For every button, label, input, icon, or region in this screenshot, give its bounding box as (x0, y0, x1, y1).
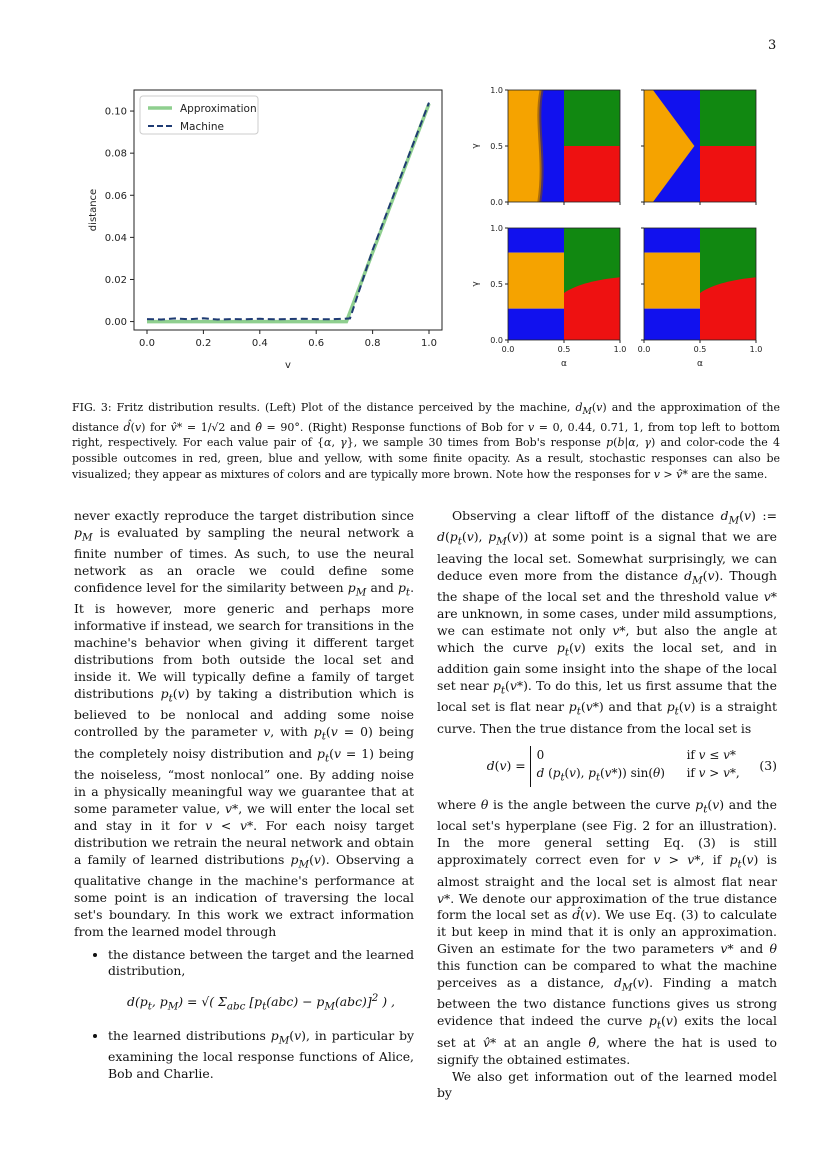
x-tick-label: 0.0 (637, 345, 651, 354)
figure-caption: FIG. 3: Fritz distribution results. (Left) Plot of the distance perceived by the machine, $d_M(v)$ and the approximation of the distance d̂(v) for v̂* = 1/√2 and θ̂ = 90°. (Right) Response functions of Bob for v = 0, 0.44, 0.71, 1, from top left to bottom right, respectively. For each value pair of {α, γ}, we sample 30 times from Bob's response p(b|α, γ) and color-code the 4 possible outcomes in red, green, blue and yellow, with some finite opacity. As a result, stochastic responses can also be visualized; they appear as mixtures of colors and are typically more brown. Note how the responses for v > v̂* are the same. (72, 401, 781, 481)
y-tick-label: 0.00 (104, 317, 127, 329)
legend-label: Approximation (180, 103, 257, 115)
x-tick-label: 0.2 (195, 338, 212, 349)
y-tick-label: 0.5 (490, 280, 503, 289)
region-blue (508, 228, 564, 253)
x-tick-label: 1.0 (749, 345, 763, 354)
bullet-list (74, 947, 414, 1084)
x-tick-label: 0.5 (557, 345, 571, 354)
response-panel-1 (641, 90, 756, 205)
x-axis-label: α (697, 359, 703, 369)
list-item: • the distance between the target and the learned distribution, $d(p_t$, $p_M$) = √( $\Sigma_{abc}$ $[p_t(abc) - p_M(abc)]^2$ ) , (108, 947, 414, 1016)
x-tick-label: 0.0 (139, 338, 155, 349)
y-tick-label: 0.0 (490, 336, 503, 345)
y-tick-label: 0.5 (490, 142, 503, 151)
y-tick-label: 0.10 (104, 106, 127, 118)
region-blue (508, 309, 564, 340)
paragraph: Observing a clear liftoff of the distance $d_M(v)$ := $d(p_t(v)$, $p_M(v)$) at some point is a signal that we are leaving the local set. Somewhat surprisingly, we can deduce even more from the distance $d_M(v)$. Though the shape of the local set and the threshold value v* are unknown, in some cases, under mild assumptions, we can estimate not only v*, but also the angle at which the curve $p_t(v)$ exits the local set, and in addition gain some insight into the shape of the local set near $p_t(v*)$. To do this, let us first assume that the local set is flat near $p_t(v*)$ and that $p_t(v)$ is a straight curve. Then the true distance from the local set is (437, 508, 778, 736)
right-column (437, 508, 777, 1102)
page-number: 3 (768, 38, 777, 53)
list-item: • the learned distributions $p_M(v)$, in particular by examining the local response functions of Alice, Bob and Charlie. (108, 1028, 414, 1083)
x-tick-label: 0.6 (308, 338, 325, 349)
region-red (700, 146, 756, 202)
y-tick-label: 0.04 (104, 232, 127, 244)
y-axis-label: γ (471, 143, 481, 149)
x-tick-label: 1.0 (421, 338, 437, 349)
region-yellow (644, 253, 700, 309)
x-axis-label: v (285, 360, 291, 371)
region-blue (644, 309, 700, 340)
region-yellow (508, 253, 564, 309)
equation-number: (3) (759, 757, 777, 773)
response-panel-2 (471, 224, 626, 369)
equation-distance: $d(p_t$, $p_M$) = √( $\Sigma_{abc}$ $[p_t(abc) - p_M(abc)]^2$ ) , (127, 992, 395, 1013)
region-red (564, 146, 620, 202)
y-tick-label: 1.0 (490, 86, 503, 95)
x-tick-label: 0.4 (251, 338, 268, 349)
region-green (564, 90, 620, 146)
response-panel-0 (471, 86, 620, 207)
y-axis-label: γ (471, 281, 481, 287)
distance-chart (80, 88, 450, 380)
y-tick-label: 0.08 (104, 148, 127, 160)
x-tick-label: 0.0 (501, 345, 515, 354)
paragraph: where θ is the angle between the curve $p_t(v)$ and the local set's hyperplane (see Fig. 2 for an illustration). In the more general setting Eq. (3) is still approximately correct even for v > v*, if $p_t(v)$ is almost straight and the local set is almost flat near v*. We denote our approximation of the true distance form the local set as d̂(v). We use Eq. (3) to calculate it but keep in mind that it is only an approximation. Given an estimate for the two parameters v* and θ this function can be compared to what the machine perceives as a distance, $d_M(v)$. Finding a match between the two distance functions gives us strong evidence that indeed the curve $p_t(v)$ exits the local set at v̂* at an angle θ̂, where the hat is used to signify the obtained estimates. (437, 797, 778, 1067)
y-tick-label: 0.0 (490, 198, 503, 207)
mixed-boundary (539, 90, 541, 202)
series-line-approximation (147, 104, 429, 322)
chart-series (147, 103, 429, 322)
chart-legend (140, 96, 258, 134)
region-blue (644, 228, 700, 253)
region-green (700, 90, 756, 146)
paragraph: never exactly reproduce the target distribution since $p_M$ is evaluated by sampling the neural network a finite number of times. As such, to use the neural network as an oracle we could define some confidence level for the similarity between $p_M$ and $p_t$. It is however, more generic and perhaps more informative if instead, we search for transitions in the machine's behavior when giving it different target distributions from both outside the local set and inside it. We will typically define a family of target distributions $p_t(v)$ by taking a distribution which is believed to be nonlocal and adding some noise controlled by the parameter v, with $p_t(v = 0)$ being the completely noisy distribution and $p_t(v = 1)$ being the noiseless, “most nonlocal” one. By adding noise in a physically meaningful way we guarantee that at some parameter value, v*, we will enter the local set and stay in it for v < v*. For each noisy target distribution we retrain the neural network and obtain a family of learned distributions $p_M(v)$. Observing a qualitative change in the machine's performance at some point is an indication of traversing the local set's boundary. In this work we extract information from the learned model through (74, 508, 415, 939)
equation-3: d(v) = 0 if v ≤ v* d ($p_t(v)$, $p_t(v*)$) sin(θ) if v > v*, (3) (437, 746, 777, 787)
y-tick-label: 1.0 (490, 224, 503, 233)
x-tick-label: 0.8 (364, 338, 381, 349)
paragraph: We also get information out of the learned model by (437, 1068, 777, 1101)
left-column (74, 508, 414, 1087)
bob-response-panels (462, 78, 768, 380)
x-tick-label: 1.0 (613, 345, 627, 354)
x-axis-label: α (561, 359, 567, 369)
y-axis-label: distance (88, 188, 99, 232)
response-panel-3 (638, 228, 763, 369)
y-tick-label: 0.02 (104, 274, 127, 286)
x-tick-label: 0.5 (693, 345, 707, 354)
legend-label: Machine (180, 121, 224, 133)
y-tick-label: 0.06 (104, 190, 127, 202)
heatmap-panels (471, 86, 762, 369)
